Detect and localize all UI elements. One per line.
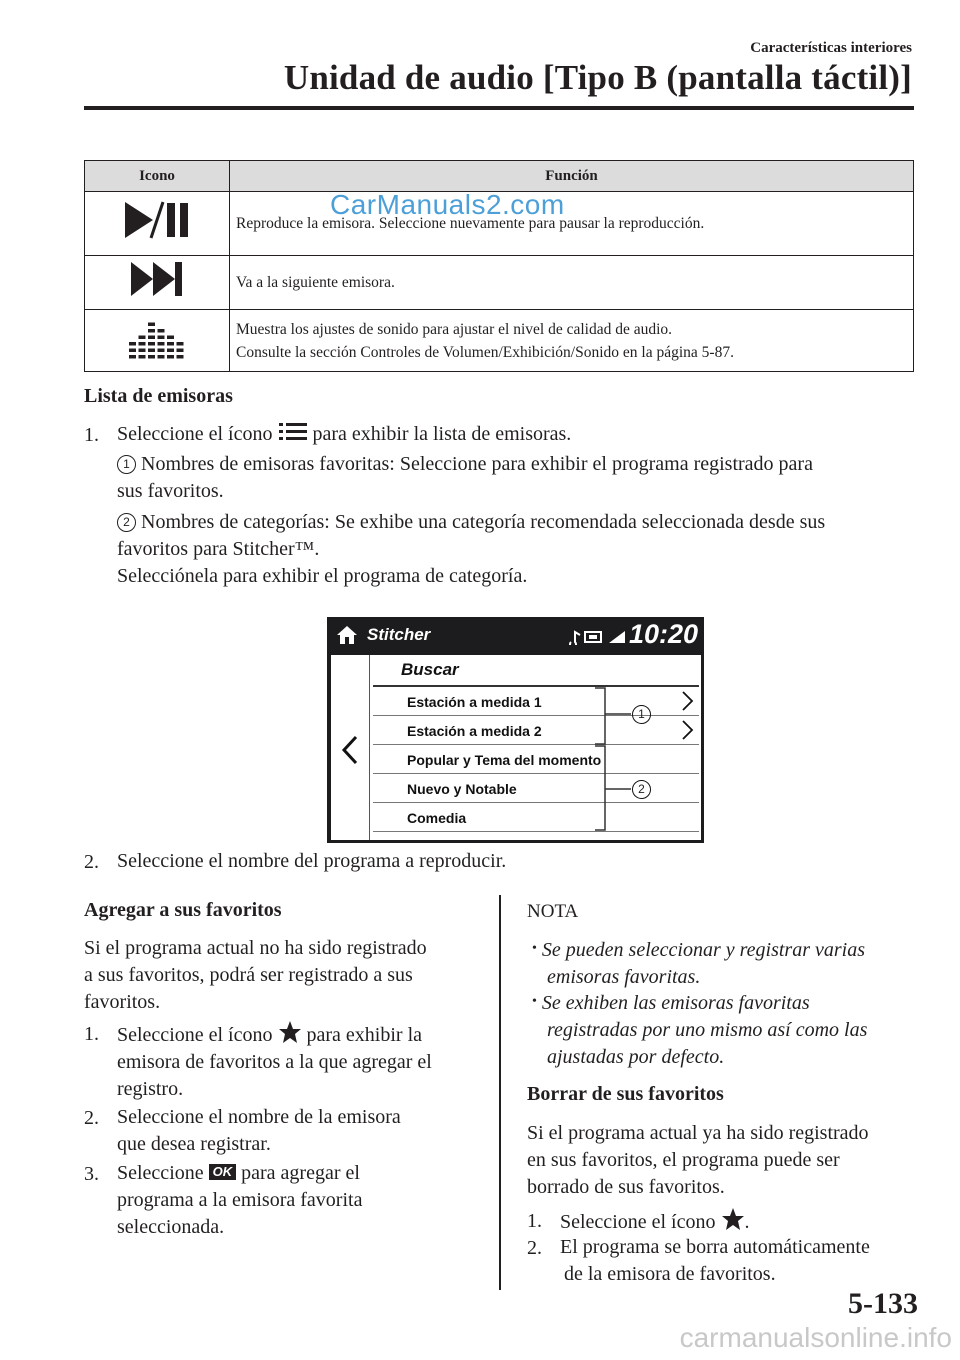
note-text: sus favoritos. [117, 480, 224, 502]
function-text [230, 310, 914, 372]
step-text: para agregar el [241, 1162, 360, 1184]
step-text: Seleccione el nombre de la emisora [117, 1106, 401, 1128]
screen-clock: 10:20 [628, 619, 698, 649]
step-number: 1. [84, 424, 99, 446]
step-text: de la emisora de favoritos. [564, 1263, 776, 1285]
function-text: Va a la siguiente emisora. [230, 256, 914, 310]
note-text: Selecciónela para exhibir el programa de categoría. [117, 565, 528, 587]
step-text: emisora de favoritos a la que agregar el [117, 1051, 432, 1073]
footer-url: carmanualsonline.info [679, 1322, 952, 1353]
col-header-function: Función [230, 161, 914, 192]
step-number: 1. [84, 1023, 99, 1045]
table-row [85, 310, 914, 372]
play-pause-icon [85, 192, 230, 256]
screen-body [331, 655, 701, 840]
step-text: programa a la emisora favorita [117, 1189, 363, 1211]
note-text: Nombres de categorías: Se exhibe una categoría recomendada seleccionada desde sus [141, 511, 826, 533]
paragraph-line: favoritos. [84, 991, 161, 1013]
screen-title: Stitcher [367, 625, 431, 644]
step-number: 2. [84, 851, 99, 873]
bullet-icon: • [532, 941, 537, 956]
section-heading-agregar: Agregar a sus favoritos [84, 899, 282, 921]
ok-button-icon: OK [209, 1164, 237, 1180]
agregar-step-2 [117, 1104, 487, 1158]
bullet-icon: • [532, 994, 537, 1009]
lista-step-1 [117, 421, 571, 448]
callout-lines [331, 655, 701, 840]
step-text: Seleccione el ícono [560, 1211, 716, 1233]
nota-bullet-2 [532, 988, 922, 1071]
step-text: El programa se borra automáticamente [560, 1236, 870, 1258]
step-text: . [744, 1211, 750, 1233]
step-number: 3. [84, 1163, 99, 1185]
function-line: Muestra los ajustes de sonido para ajustar el nivel de calidad de audio. [236, 320, 673, 338]
note-text: favoritos para Stitcher™. [117, 538, 320, 560]
nota-heading: NOTA [527, 901, 579, 922]
function-text: Reproduce la emisora. Seleccione nuevamente para pausar la reproducción. [230, 192, 914, 256]
note-text: Nombres de emisoras favoritas: Seleccione para exhibir el programa registrado para [141, 453, 813, 475]
paragraph-line: borrado de sus favoritos. [527, 1176, 725, 1198]
list-item-label: Estación a medida 2 [407, 723, 542, 739]
list-item-label: Estación a medida 1 [407, 694, 542, 710]
home-icon [336, 625, 358, 645]
page-title: Unidad de audio [Tipo B (pantalla táctil)] [283, 58, 912, 97]
step-text: para exhibir la lista de emisoras. [312, 423, 572, 445]
borrar-step-2 [560, 1234, 920, 1288]
equalizer-icon [85, 310, 230, 372]
stitcher-screen [327, 617, 704, 843]
step-number: 2. [84, 1107, 99, 1129]
step-text: registro. [117, 1078, 184, 1100]
nota-bullet-1 [532, 935, 922, 991]
borrar-step-1 [560, 1207, 750, 1236]
column-divider [499, 895, 501, 1290]
paragraph-line: en sus favoritos, el programa puede ser [527, 1149, 840, 1171]
search-label: Buscar [401, 660, 459, 679]
step-text: seleccionada. [117, 1216, 225, 1238]
paragraph-line: Si el programa actual no ha sido registrado [84, 937, 427, 959]
header-section: Características interiores [750, 40, 912, 56]
screen-topbar [327, 617, 704, 653]
function-line: Consulte la sección Controles de Volumen/Exhibición/Sonido en la página 5-87. [236, 343, 734, 361]
list-item-label: Popular y Tema del momento [407, 752, 602, 768]
note-1 [117, 451, 917, 505]
star-icon [721, 1207, 745, 1231]
section-heading-borrar: Borrar de sus favoritos [527, 1083, 724, 1105]
page-number: 5-133 [848, 1287, 918, 1320]
note-text: Se pueden seleccionar y registrar varias [541, 939, 865, 961]
step-number: 1. [527, 1210, 542, 1232]
next-track-icon [85, 256, 230, 310]
step-text: Seleccione el ícono [117, 1024, 273, 1046]
star-icon [278, 1020, 302, 1044]
section-heading-lista: Lista de emisoras [84, 385, 233, 407]
step-text: que desea registrar. [117, 1133, 271, 1155]
header-rule [84, 106, 914, 110]
callout-1: 1 [632, 705, 651, 725]
status-icons [569, 629, 627, 645]
note-text: emisoras favoritas. [547, 966, 701, 988]
note-text: ajustadas por defecto. [547, 1046, 725, 1068]
step-number: 2. [527, 1237, 542, 1259]
list-item-label: Nuevo y Notable [407, 781, 517, 797]
note-2 [117, 509, 917, 590]
agregar-intro [84, 935, 484, 1016]
callout-2: 2 [632, 780, 651, 800]
note-text: registradas por uno mismo así como las [547, 1019, 868, 1041]
callout-number-icon: 1 [117, 455, 136, 474]
paragraph-line: Si el programa actual ya ha sido registrado [527, 1122, 869, 1144]
borrar-intro [527, 1120, 927, 1201]
callout-number-icon: 2 [117, 513, 136, 532]
step-text: para exhibir la [306, 1024, 422, 1046]
lista-step-2: Seleccione el nombre del programa a reproducir. [117, 850, 507, 872]
paragraph-line: a sus favoritos, podrá ser registrado a sus [84, 964, 413, 986]
table-row [85, 256, 914, 310]
list-item-label: Comedia [407, 810, 467, 826]
step-text: Seleccione [117, 1162, 204, 1184]
watermark: CarManuals2.com [330, 189, 565, 220]
note-text: Se exhiben las emisoras favoritas [541, 992, 810, 1014]
agregar-step-3 [117, 1160, 487, 1241]
list-icon [278, 421, 308, 443]
step-text: Seleccione el ícono [117, 423, 273, 445]
agregar-step-1 [117, 1020, 487, 1103]
col-header-icon: Icono [85, 161, 230, 192]
